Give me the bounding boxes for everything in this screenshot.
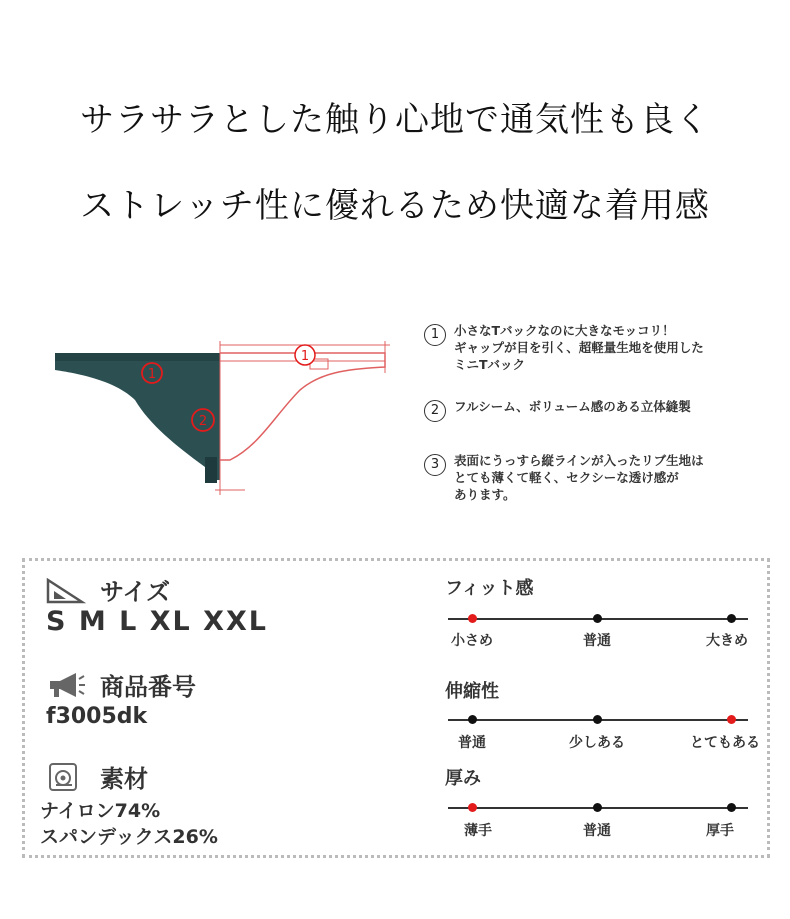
thickness-scale-dot-thin [468,803,477,812]
stretch-scale-title: 伸縮性 [445,681,499,702]
thickness-scale-label-thin: 薄手 [464,823,492,839]
feature-number-1: 1 [424,324,446,346]
feature-note-3 [424,452,784,503]
size-heading [46,572,170,607]
svg-text:2: 2 [198,414,208,429]
code-heading [46,667,196,702]
material-value-nylon: ナイロン74% [40,800,161,822]
stretch-scale-label-some: 少しある [569,735,625,751]
product-photo-half [55,353,220,480]
ruler-triangle-icon [46,576,86,604]
fit-scale-dot-small [468,614,477,623]
fit-scale-dot-large [727,614,736,623]
stretch-scale-dot-some [593,715,602,724]
feature-number-3: 3 [424,454,446,476]
fit-scale-label-large: 大きめ [706,633,748,649]
product-waistband [55,353,220,361]
svg-text:1: 1 [300,349,310,364]
marker-1-right [295,345,315,365]
stretch-scale-label-normal: 普通 [458,735,486,751]
feature-text-3: 表面にうっすら縦ラインが入ったリブ生地は とても薄くて軽く、セクシーな透け感が あります。 [454,453,704,502]
headline-line-1: サラサラとした触り心地で通気性も良く [80,100,710,140]
fabric-roll-icon [46,763,86,791]
feature-text-2: フルシーム、ボリューム感のある立体縫製 [454,399,691,414]
fit-scale-dot-normal [593,614,602,623]
feature-text-1: 小さなTバックなのに大きなモッコリ！ ギャップが目を引く、超軽量生地を使用した ミニTバック [454,323,704,372]
product-outline-half [220,353,385,460]
size-label: サイズ [100,578,171,606]
stretch-scale-dot-very [727,715,736,724]
code-value: f3005dk [46,704,148,729]
material-value-spandex: スパンデックス26% [40,826,218,848]
svg-text:1: 1 [147,367,157,382]
code-label: 商品番号 [100,673,196,701]
fit-scale-label-normal: 普通 [583,633,611,649]
feature-note-1 [424,322,784,373]
product-illustration [55,335,395,510]
product-crotch-band [205,457,217,483]
megaphone-icon [46,671,86,699]
thickness-scale-dot-normal [593,803,602,812]
headline-line-2: ストレッチ性に優れるため快適な着用感 [80,186,710,226]
fit-scale-label-small: 小さめ [451,633,493,649]
thickness-scale-label-normal: 普通 [583,823,611,839]
material-label: 素材 [100,765,148,793]
size-value: S M L XL XXL [46,606,268,637]
thickness-scale-label-thick: 厚手 [706,823,734,839]
fit-scale-title: フィット感 [445,578,534,599]
stretch-scale-dot-normal [468,715,477,724]
thickness-scale-dot-thick [727,803,736,812]
feature-note-2 [424,398,784,422]
material-heading [46,759,148,794]
stretch-scale-label-very: とてもある [690,735,760,751]
feature-number-2: 2 [424,400,446,422]
thickness-scale-title: 厚み [445,768,481,789]
